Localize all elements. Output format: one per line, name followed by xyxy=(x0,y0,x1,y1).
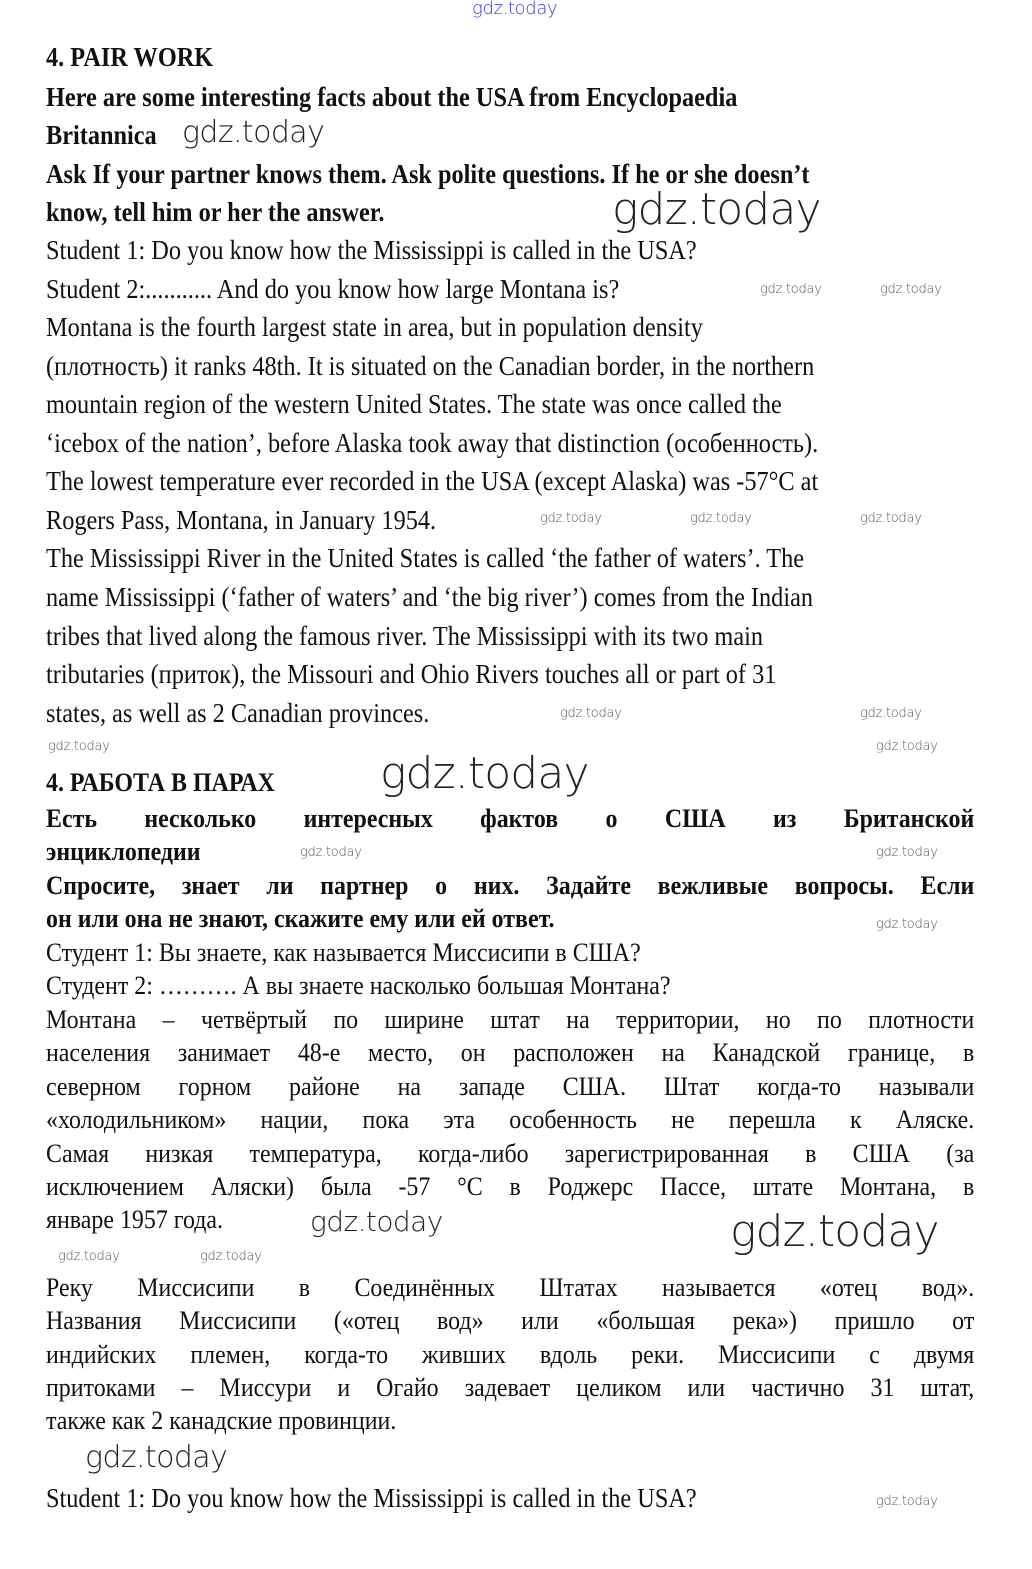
dialog-line: Студент 2: ………. А вы знаете насколько большая Монтана? xyxy=(46,971,671,1000)
watermark: gdz.today xyxy=(690,511,752,526)
english-title: 4. PAIR WORK xyxy=(46,42,214,72)
body-line: tributaries (приток), the Missouri and Ohio Rivers touches all or part of 31 xyxy=(46,659,777,689)
body-line: также как 2 канадские провинции. xyxy=(46,1406,397,1435)
watermark: gdz.today xyxy=(880,282,942,297)
watermark: gdz.today xyxy=(300,845,362,860)
body-line: The lowest temperature ever recorded in the USA (except Alaska) was -57°C at xyxy=(46,466,819,496)
english-intro-line: Ask If your partner knows them. Ask polite questions. If he or she doesn’t xyxy=(46,159,810,189)
body-line: притоками – Миссури и Огайо задевает целиком или частично 31 штат, xyxy=(46,1373,975,1402)
russian-intro-line: Есть несколько интересных фактов о США из Британской xyxy=(46,804,975,833)
watermark: gdz.today xyxy=(876,739,938,754)
dialog-line: Студент 1: Вы знаете, как называется Миссисипи в США? xyxy=(46,938,641,967)
watermark: gdz.today xyxy=(876,845,938,860)
dialog-line: Student 2:........... And do you know how large Montana is? xyxy=(46,274,620,304)
russian-intro-line: Спросите, знает ли партнер о них. Задайте вежливые вопросы. Если xyxy=(46,871,975,900)
english-intro-line: Here are some interesting facts about the USA from Encyclopaedia xyxy=(46,82,738,112)
watermark: gdz.today xyxy=(48,739,110,754)
watermark: gdz.today xyxy=(540,511,602,526)
watermark: gdz.today xyxy=(730,1206,939,1257)
body-line: Самая низкая температура, когда-либо зарегистрированная в США (за xyxy=(46,1139,975,1168)
watermark: gdz.today xyxy=(200,1249,262,1264)
english-intro-line: Britannica xyxy=(46,120,157,150)
body-line: tribes that lived along the famous river. The Mississippi with its two main xyxy=(46,621,764,651)
watermark: gdz.today xyxy=(860,511,922,526)
body-line: индийских племен, когда-то живших вдоль реки. Миссисипи с двумя xyxy=(46,1340,975,1369)
watermark: gdz.today xyxy=(876,1494,938,1509)
body-line: (плотность) it ranks 48th. It is situated on the Canadian border, in the northern xyxy=(46,351,815,381)
russian-title: 4. РАБОТА В ПАРАХ xyxy=(46,768,275,797)
body-line: name Mississippi (‘father of waters’ and ‘the big river’) comes from the Indian xyxy=(46,582,814,612)
watermark: gdz.today xyxy=(560,706,622,721)
english-intro-line: know, tell him or her the answer. xyxy=(46,197,385,227)
russian-intro-line: он или она не знают, скажите ему или ей ответ. xyxy=(46,904,555,933)
body-line: Реку Миссисипи в Соединённых Штатах называется «отец вод». xyxy=(46,1273,975,1302)
watermark: gdz.today xyxy=(860,706,922,721)
watermark: gdz.today xyxy=(760,282,822,297)
watermark: gdz.today xyxy=(876,917,938,932)
body-line: Названия Миссисипи («отец вод» или «большая река») пришло от xyxy=(46,1306,975,1335)
body-line: mountain region of the western United States. The state was once called the xyxy=(46,389,782,419)
watermark: gdz.today xyxy=(612,184,821,235)
body-line: населения занимает 48-е место, он расположен на Канадской границе, в xyxy=(46,1038,975,1067)
body-line: ‘icebox of the nation’, before Alaska took away that distinction (особенность). xyxy=(46,428,819,458)
watermark: gdz.today xyxy=(85,1440,228,1475)
body-line: январе 1957 года. xyxy=(46,1205,224,1234)
watermark: gdz.today xyxy=(472,0,558,19)
watermark: gdz.today xyxy=(310,1205,443,1238)
body-line: Montana is the fourth largest state in area, but in population density xyxy=(46,312,703,342)
dialog-line: Student 1: Do you know how the Mississippi is called in the USA? xyxy=(46,235,697,265)
body-line: «холодильником» нации, пока эта особенность не перешла к Аляске. xyxy=(46,1105,975,1134)
russian-intro-line: энциклопедии xyxy=(46,837,201,866)
footer-dialog-line: Student 1: Do you know how the Mississippi is called in the USA? xyxy=(46,1483,697,1513)
body-line: Монтана – четвёртый по ширине штат на территории, но по плотности xyxy=(46,1005,975,1034)
watermark: gdz.today xyxy=(380,748,589,799)
body-line: The Mississippi River in the United States is called ‘the father of waters’. The xyxy=(46,543,805,573)
body-line: северном горном районе на западе США. Штат когда-то называли xyxy=(46,1072,975,1101)
watermark: gdz.today xyxy=(58,1249,120,1264)
watermark: gdz.today xyxy=(182,115,325,150)
body-line: исключением Аляски) была -57 °С в Роджерс Пассе, штате Монтана, в xyxy=(46,1172,975,1201)
body-line: Rogers Pass, Montana, in January 1954. xyxy=(46,505,437,535)
body-line: states, as well as 2 Canadian provinces. xyxy=(46,698,430,728)
